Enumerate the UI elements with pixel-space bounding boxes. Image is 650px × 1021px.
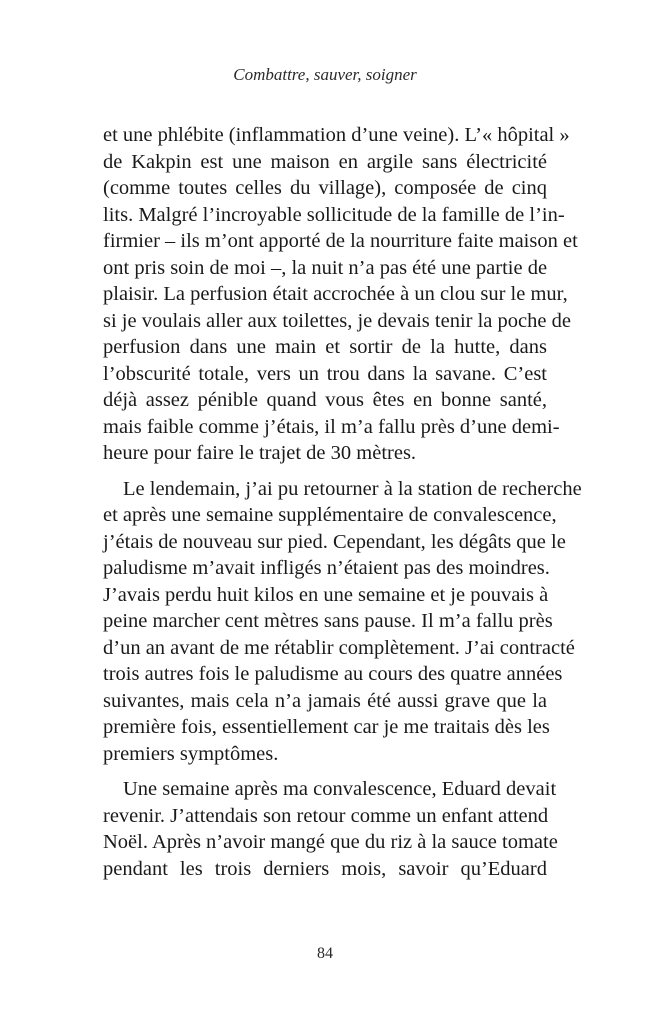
text-line: mais faible comme j’étais, il m’a fallu près d’une demi-: [103, 415, 560, 438]
text-line: et une phlébite (inflammation d’une veine). L’« hôpital »: [103, 124, 570, 146]
text-line: perfusion dans une main et sortir de la hutte, dans: [103, 336, 547, 358]
text-line: revenir. J’attendais son retour comme un enfant attend: [103, 804, 549, 827]
text-line: Le lendemain, j’ai pu retourner à la station de recherche: [123, 477, 582, 500]
body-text: [103, 122, 582, 882]
text-line: peine marcher cent mètres sans pause. Il m’a fallu près: [103, 610, 553, 632]
text-line: ont pris soin de moi –, la nuit n’a pas été une partie de: [103, 256, 548, 279]
running-header: Combattre, sauver, soigner: [233, 65, 417, 84]
text-line: Noël. Après n’avoir mangé que du riz à la sauce tomate: [103, 831, 558, 853]
text-line: de Kakpin est une maison en argile sans électricité: [103, 150, 547, 173]
text-line: et après une semaine supplémentaire de convalescence,: [103, 504, 557, 526]
text-line: l’obscurité totale, vers un trou dans la savane. C’est: [103, 362, 547, 385]
text-line: déjà assez pénible quand vous êtes en bonne santé,: [103, 389, 547, 411]
text-line: premiers symptômes.: [103, 742, 279, 765]
text-line: heure pour faire le trajet de 30 mètres.: [103, 442, 417, 464]
text-line: j’étais de nouveau sur pied. Cependant, les dégâts que le: [103, 530, 566, 553]
text-line: suivantes, mais cela n’a jamais été aussi grave que la: [103, 689, 547, 712]
text-line: d’un an avant de me rétablir complètement. J’ai contracté: [103, 636, 575, 659]
text-line: si je voulais aller aux toilettes, je devais tenir la poche de: [103, 309, 571, 332]
page-number: 84: [317, 945, 333, 962]
text-line: pendant les trois derniers mois, savoir qu’Eduard: [103, 857, 547, 880]
text-line: lits. Malgré l’incroyable sollicitude de la famille de l’in-: [103, 203, 565, 226]
paragraph: [103, 122, 578, 467]
text-line: trois autres fois le paludisme au cours des quatre années: [103, 663, 563, 685]
text-line: firmier – ils m’ont apporté de la nourriture faite maison et: [103, 230, 578, 252]
text-line: première fois, essentiellement car je me traitais dès les: [103, 716, 550, 738]
paragraph: [103, 776, 558, 882]
paragraph: [103, 476, 582, 768]
text-line: J’avais perdu huit kilos en une semaine et je pouvais à: [103, 583, 549, 606]
text-line: paludisme m’avait infligés n’étaient pas des moindres.: [103, 557, 550, 579]
text-line: Une semaine après ma convalescence, Eduard devait: [123, 778, 557, 800]
text-line: plaisir. La perfusion était accrochée à un clou sur le mur,: [103, 283, 568, 305]
text-line: (comme toutes celles du village), composée de cinq: [103, 177, 547, 199]
